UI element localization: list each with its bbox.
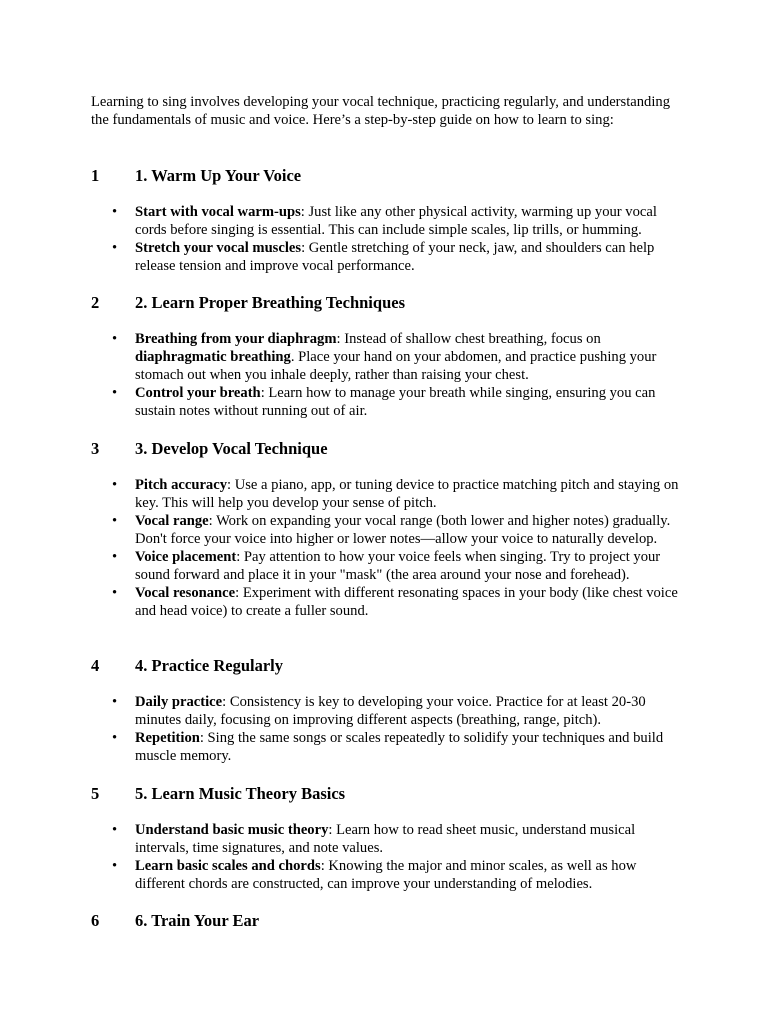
list-item	[0, 821, 680, 857]
item-term: Repetition	[135, 730, 200, 746]
list-item	[0, 729, 680, 765]
bullet-icon: •	[112, 385, 118, 401]
bullet-icon: •	[112, 858, 118, 874]
item-term-secondary: diaphragmatic breathing	[135, 349, 291, 365]
section-4	[0, 655, 768, 764]
item-text: : Pay attention to how your voice feels when singing. Try to project your sound forward and place it in your "mask" (the area around your nose and forehead).	[135, 549, 661, 583]
section-title: 2. Learn Proper Breathing Techniques	[135, 293, 405, 312]
item-text: : Work on expanding your vocal range (both lower and higher notes) gradually. Don't force your voice into higher or lower notes—allow your voice to naturally develop.	[135, 513, 671, 547]
section-number: 4	[91, 656, 100, 675]
section-heading	[0, 165, 768, 187]
section-3	[0, 438, 768, 619]
item-term: Breathing from your diaphragm	[135, 331, 337, 347]
section-number: 5	[91, 784, 100, 803]
section-6	[0, 910, 768, 932]
item-text: : Learn how to manage your breath while singing, ensuring you can sustain notes without running out of air.	[135, 385, 656, 419]
section-heading	[0, 910, 768, 932]
section-title: 1. Warm Up Your Voice	[135, 166, 302, 185]
section-5	[0, 783, 768, 892]
section-title: 4. Practice Regularly	[135, 656, 283, 675]
list-item	[0, 693, 680, 729]
list-item	[0, 384, 680, 420]
bullet-icon: •	[112, 331, 118, 347]
list-item	[0, 203, 680, 239]
bullet-list	[0, 476, 768, 620]
bullet-list	[0, 693, 768, 765]
item-term: Daily practice	[135, 694, 223, 710]
item-term: Stretch your vocal muscles	[135, 240, 302, 256]
section-number: 1	[91, 166, 100, 185]
item-text: : Gentle stretching of your neck, jaw, and shoulders can help release tension and improve vocal performance.	[135, 240, 655, 274]
list-item	[0, 476, 680, 512]
item-text: : Instead of shallow chest breathing, focus on	[336, 331, 601, 347]
list-item	[0, 239, 680, 275]
bullet-icon: •	[112, 204, 118, 220]
section-number: 6	[91, 911, 100, 930]
section-heading	[0, 783, 768, 805]
section-number: 3	[91, 439, 100, 458]
section-heading	[0, 438, 768, 460]
item-term: Voice placement	[135, 549, 237, 565]
list-item	[0, 548, 680, 584]
item-term: Vocal resonance	[135, 585, 236, 601]
section-title: 3. Develop Vocal Technique	[135, 439, 328, 458]
bullet-icon: •	[112, 549, 118, 565]
item-term: Understand basic music theory	[135, 822, 329, 838]
item-text: : Knowing the major and minor scales, as well as how different chords are constructed, can improve your understanding of melodies.	[135, 858, 637, 892]
bullet-list	[0, 330, 768, 420]
section-2	[0, 292, 768, 419]
list-item	[0, 857, 680, 893]
item-text: : Experiment with different resonating spaces in your body (like chest voice and head voice) to create a fuller sound.	[135, 585, 678, 619]
intro-paragraph: Learning to sing involves developing your vocal technique, practicing regularly, and understanding the fundamentals of music and voice. Here’s a step-by-step guide on how to learn to sing:	[91, 94, 670, 128]
bullet-list	[0, 821, 768, 893]
list-item	[0, 330, 680, 384]
section-heading	[0, 655, 768, 677]
bullet-icon: •	[112, 513, 118, 529]
item-text: : Learn how to read sheet music, understand musical intervals, time signatures, and note values.	[135, 822, 636, 856]
bullet-icon: •	[112, 240, 118, 256]
item-text: : Consistency is key to developing your voice. Practice for at least 20-30 minutes daily, focusing on improving different aspects (breathing, range, pitch).	[135, 694, 646, 728]
item-term: Start with vocal warm-ups	[135, 204, 301, 220]
list-item	[0, 584, 680, 620]
bullet-icon: •	[112, 730, 118, 746]
section-heading	[0, 292, 768, 314]
bullet-list	[0, 203, 768, 275]
bullet-icon: •	[112, 585, 118, 601]
item-term: Control your breath	[135, 385, 261, 401]
item-text-secondary: . Place your hand on your abdomen, and practice pushing your stomach out when you inhale deeply, rather than raising your chest.	[135, 349, 657, 383]
item-term: Learn basic scales and chords	[135, 858, 321, 874]
item-text: : Use a piano, app, or tuning device to practice matching pitch and staying on key. This will help you develop your sense of pitch.	[135, 477, 679, 511]
section-1	[0, 165, 768, 274]
bullet-icon: •	[112, 477, 118, 493]
section-title: 6. Train Your Ear	[135, 911, 260, 930]
item-text: : Just like any other physical activity, warming up your vocal cords before singing is essential. This can include simple scales, lip trills, or humming.	[135, 204, 657, 238]
item-term: Pitch accuracy	[135, 477, 227, 493]
bullet-icon: •	[112, 694, 118, 710]
item-text: : Sing the same songs or scales repeatedly to solidify your techniques and build muscle memory.	[135, 730, 664, 764]
list-item	[0, 512, 680, 548]
section-title: 5. Learn Music Theory Basics	[135, 784, 346, 803]
section-number: 2	[91, 293, 100, 312]
bullet-icon: •	[112, 822, 118, 838]
item-term: Vocal range	[135, 513, 209, 529]
